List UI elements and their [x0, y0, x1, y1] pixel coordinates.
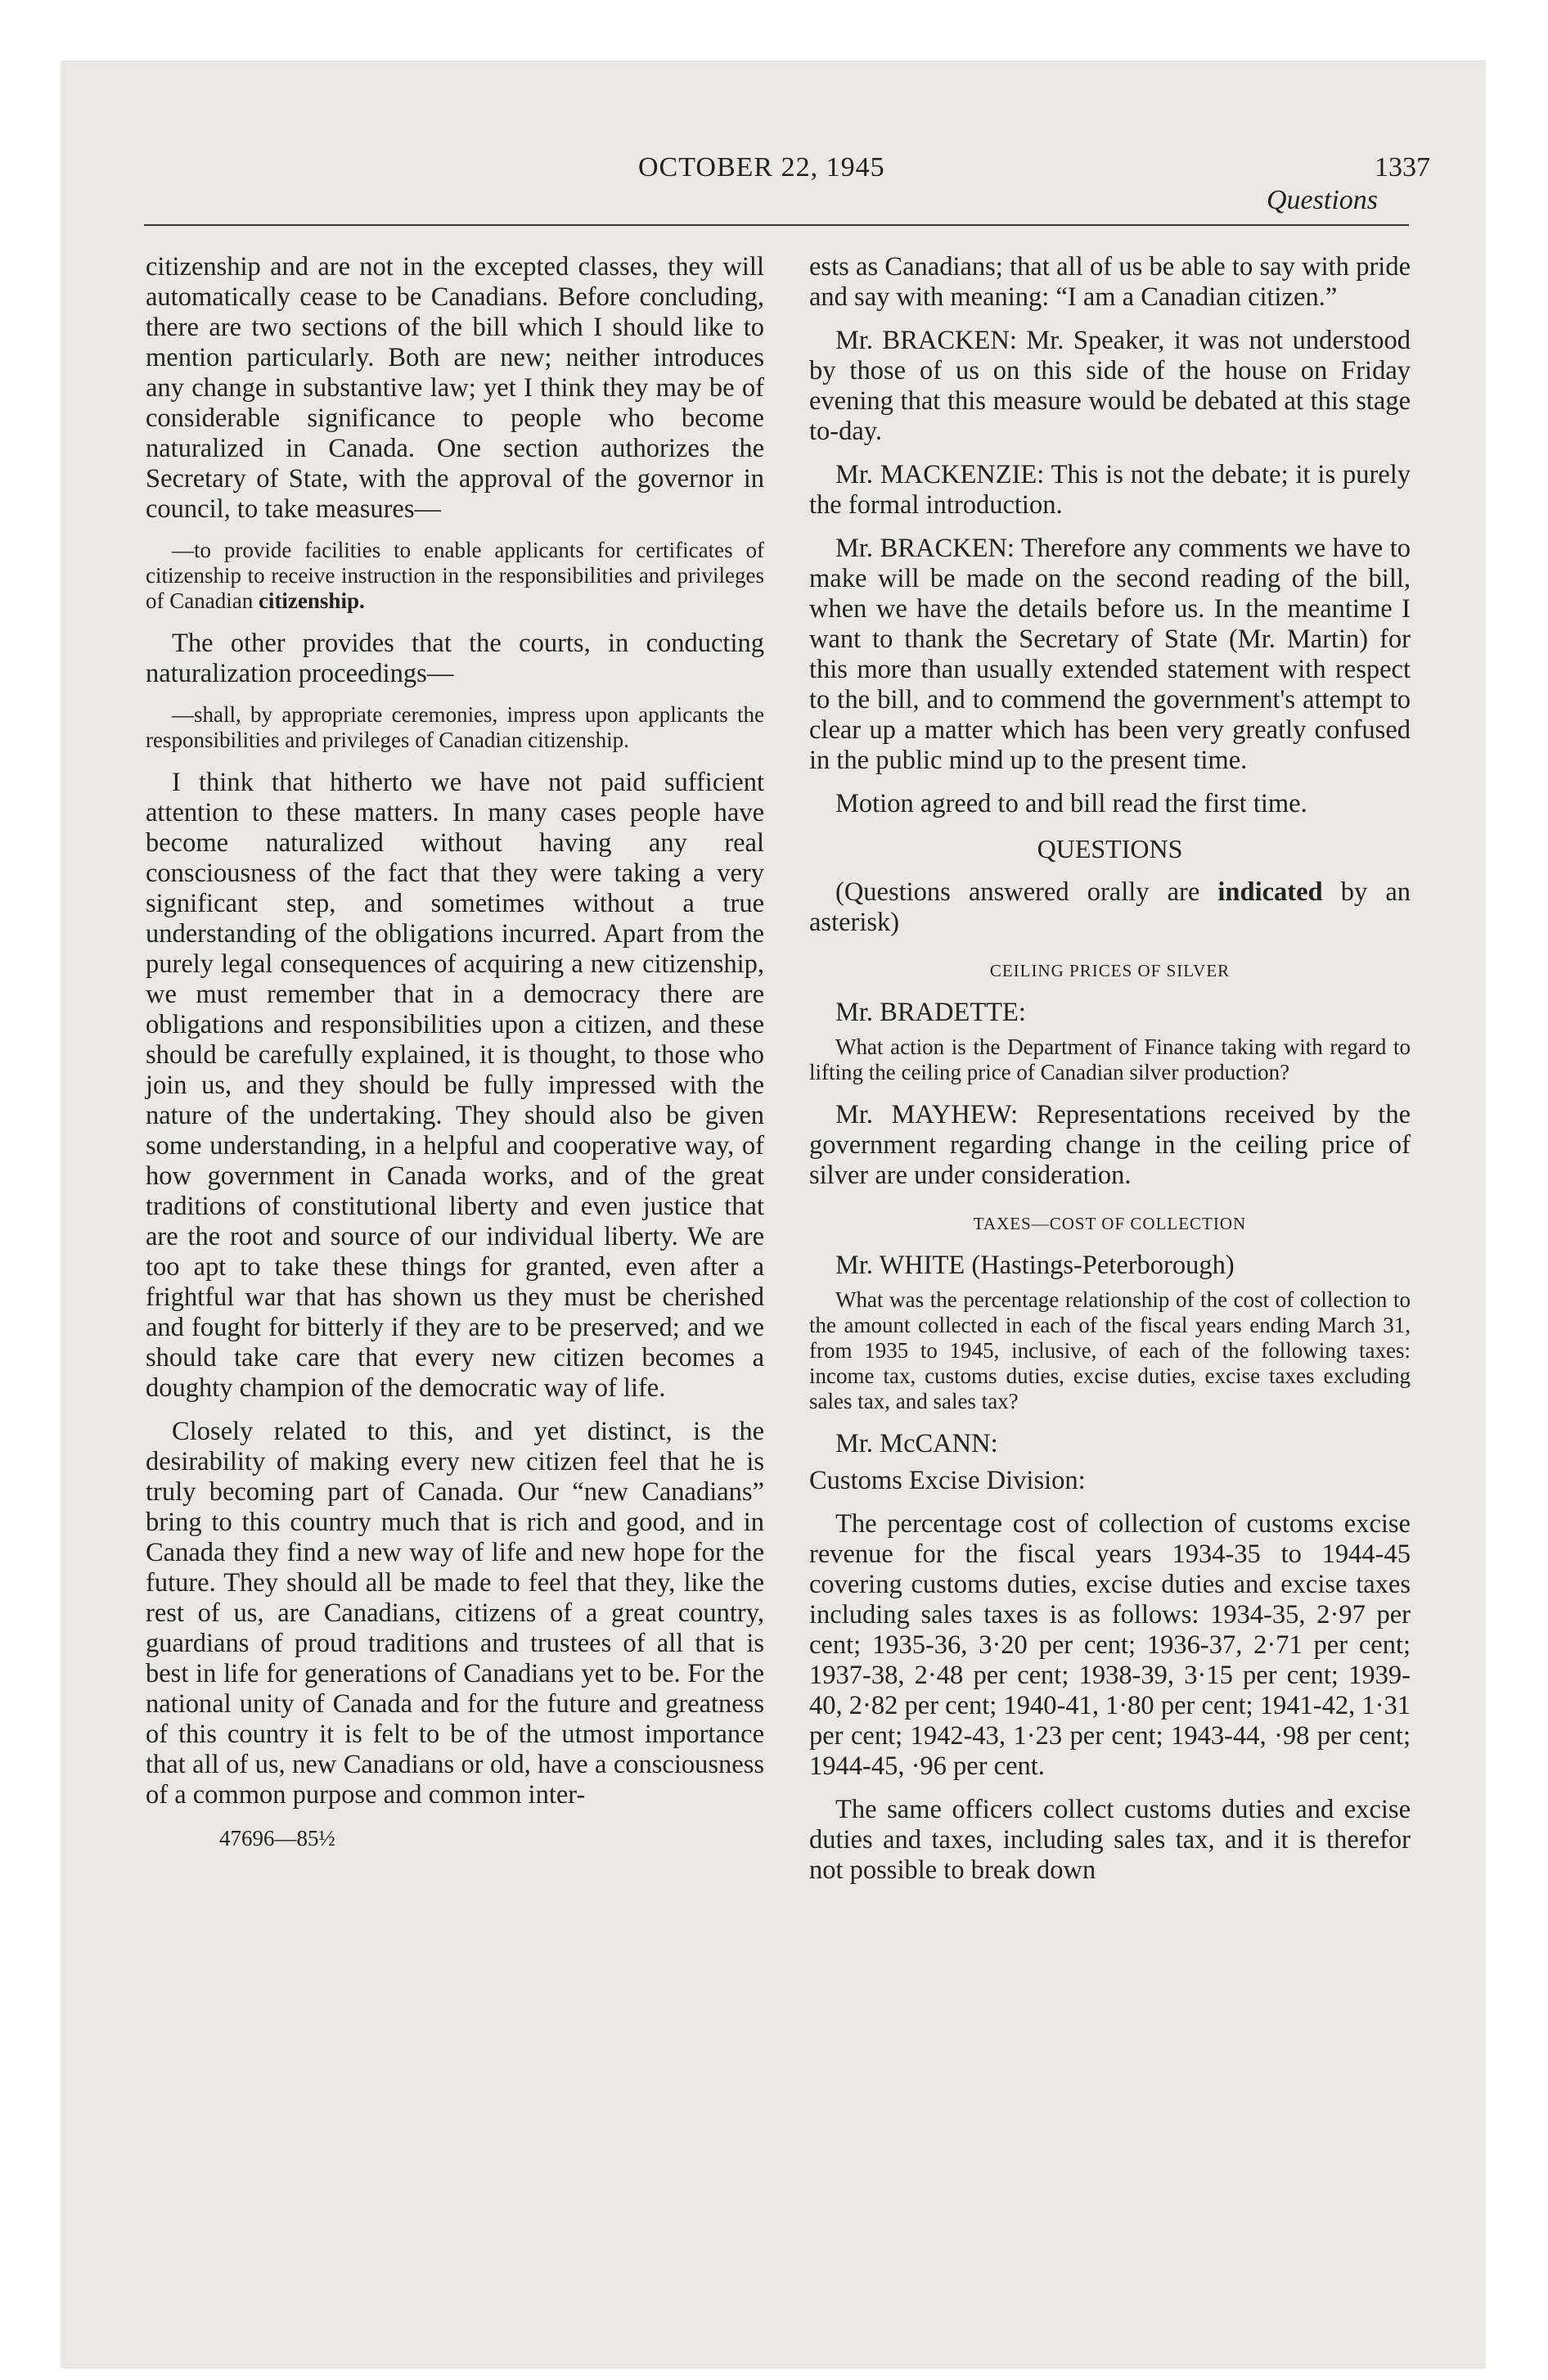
speaker-line: Mr. BRADETTE: — [835, 998, 1026, 1027]
paragraph: Mr. BRACKEN: Therefore any comments we have to make will be made on the second reading of the bill, when we have the details before us. In the meantime I want to thank the Secretary of State (Mr. Martin) for this more than usually extended statement with respect to the bill, and to commend the government's attempt to clear up a matter which has been very greatly confused in the public mind up to the present time. — [809, 534, 1411, 775]
print-reference: 47696—85½ — [219, 1826, 335, 1850]
subheading-silver: CEILING PRICES OF SILVER — [989, 961, 1231, 980]
note-text-end: by an asterisk) — [809, 877, 1411, 937]
right-column — [809, 252, 1411, 1899]
subheading-taxes: TAXES—COST OF COLLECTION — [973, 1214, 1247, 1233]
header-rule — [144, 224, 1409, 226]
paragraph: The other provides that the courts, in conducting naturalization proceedings— — [146, 629, 764, 688]
paragraph: Motion agreed to and bill read the first time. — [835, 789, 1307, 818]
note-text: (Questions answered orally are — [835, 877, 1218, 907]
division-label: Customs Excise Division: — [809, 1466, 1086, 1495]
question-text: What was the percentage relationship of the cost of collection to the amount collected in each of the fiscal years ending March 31, from 1935 to 1945, inclusive, of each of the following taxes: income tax, customs duties, excise duties, excise taxes excluding sales tax, and sales tax? — [809, 1287, 1411, 1413]
paragraph: ests as Canadians; that all of us be able to say with pride and say with meaning: “I am a Canadian citizen.” — [809, 252, 1411, 312]
questions-heading: QUESTIONS — [1037, 834, 1183, 863]
paragraph: Mr. BRACKEN: Mr. Speaker, it was not understood by those of us on this side of the house on Friday evening that this measure would be debated at this stage to-day. — [809, 326, 1411, 446]
quotation-text: —to provide facilities to enable applicants for certificates of citizenship to receive instruction in the responsibilities and privileges of Canadian — [146, 538, 764, 613]
quotation-bold-text: citizenship. — [258, 588, 365, 613]
quotation — [146, 538, 764, 614]
speaker-line: Mr. WHITE (Hastings-Peterborough) — [835, 1251, 1235, 1280]
paragraph: I think that hitherto we have not paid sufficient attention to these matters. In many cases people have become naturalized without having any real consciousness of the fact that they were taking a very significant step, and sometimes without a true understanding of the obligations incurred. Apart from the purely legal consequences of acquiring a new citizenship, we must remember that in a democracy there are obligations and responsibilities upon a citizen, and these should be carefully explained, it is thought, to those who join us, and they should be fully impressed with the nature of the undertaking. They should also be given some understanding, in a helpful and cooperative way, of how government in Canada works, and of the great traditions of constitutional liberty and even justice that are the root and source of our individual liberty. We are too apt to take these things for granted, even after a frightful war that has shown us they must be cherished and fought for bitterly if they are to be preserved; and we should take care that every new citizen becomes a doughty champion of the democratic way of life. — [146, 768, 764, 1403]
quotation: —shall, by appropriate ceremonies, impress upon applicants the responsibilities and privileges of Canadian citizenship. — [146, 702, 764, 752]
paragraph: Mr. MAYHEW: Representations received by the government regarding change in the ceiling price of silver are under consideration. — [809, 1100, 1411, 1190]
paragraph: citizenship and are not in the excepted classes, they will automatically cease to be Canadians. Before concluding, there are two sections of the bill which I should like to mention particularly. Both are new; neither introduces any change in substantive law; yet I think they may be of considerable significance to people who become naturalized in Canada. One section authorizes the Secretary of State, with the approval of the governor in council, to take measures— — [146, 252, 764, 524]
paragraph: Closely related to this, and yet distinct, is the desirability of making every new citizen feel that he is truly becoming part of Canada. Our “new Canadians” bring to this country much that is rich and good, and in Canada they find a new way of life and new hope for the future. They should all be made to feel that they, like the rest of us, are Canadians, citizens of a great country, guardians of proud traditions and trustees of all that is best in life for generations of Canadians yet to be. For the national unity of Canada and for the future and greatness of this country it is felt to be of the utmost importance that all of us, new Canadians or old, have a consciousness of a common purpose and common inter- — [146, 1417, 764, 1810]
section-title: Questions — [1267, 185, 1378, 215]
left-column — [146, 252, 764, 1867]
page-number: 1337 — [1375, 152, 1430, 183]
paragraph: Mr. MACKENZIE: This is not the debate; it is purely the formal introduction. — [809, 460, 1411, 520]
header-date: OCTOBER 22, 1945 — [638, 152, 885, 183]
paragraph: The percentage cost of collection of customs excise revenue for the fiscal years 1934-35 to 1944-45 covering customs duties, excise duties and excise taxes including sales taxes is as follows: 1934-35, 2·97 per cent; 1935-36, 3·20 per cent; 1936-37, 2·71 per cent; 1937-38, 2·48 per cent; 1938-39, 3·15 per cent; 1939-40, 2·82 per cent; 1940-41, 1·80 per cent; 1941-42, 1·31 per cent; 1942-43, 1·23 per cent; 1943-44, ·98 per cent; 1944-45, ·96 per cent. — [809, 1509, 1411, 1781]
question-text: What action is the Department of Finance taking with regard to lifting the ceiling price of Canadian silver production? — [809, 1034, 1411, 1084]
questions-note — [809, 877, 1411, 938]
speaker-line: Mr. McCANN: — [835, 1429, 998, 1458]
paragraph: The same officers collect customs duties and excise duties and taxes, including sales tax, and it is therefor not possible to break down — [809, 1795, 1411, 1885]
note-bold-text: indicated — [1217, 877, 1323, 907]
